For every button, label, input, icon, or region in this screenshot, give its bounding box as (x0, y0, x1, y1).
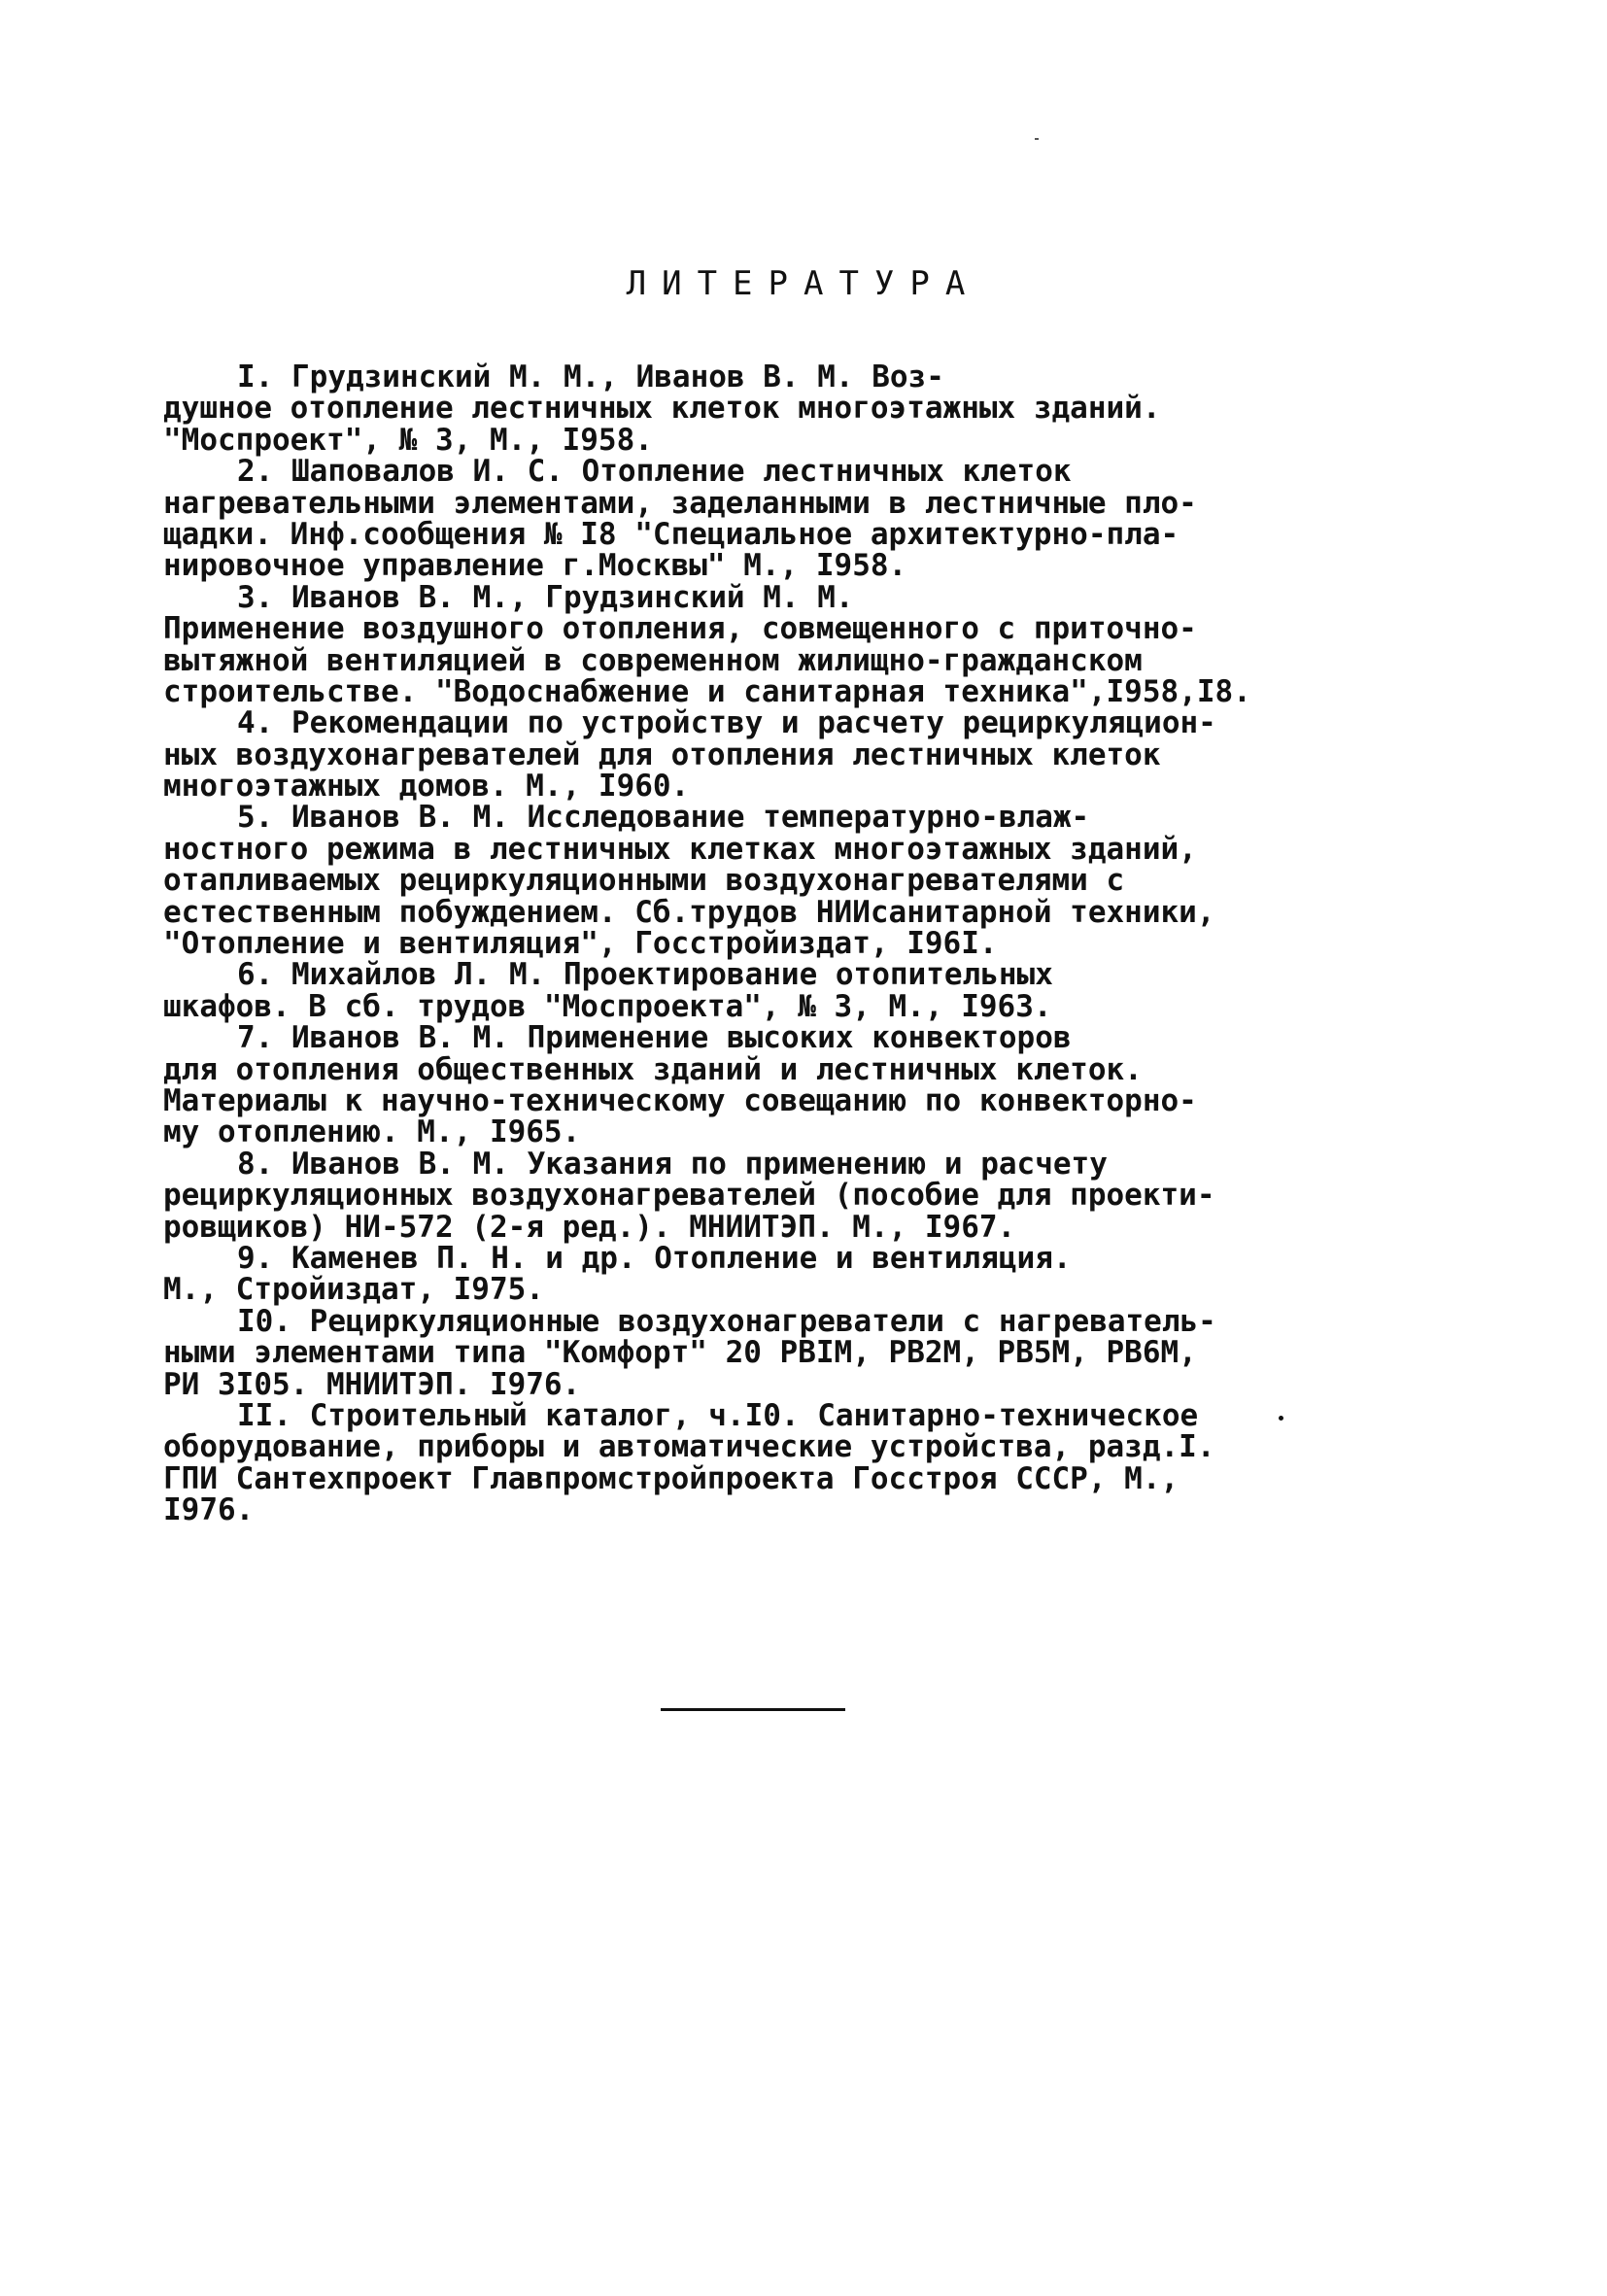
reference-line: ными элементами типа "Комфорт" 20 РВIМ, РВ2М, РВ5М, РВ6М, (163, 1335, 1197, 1371)
scan-speck (1035, 138, 1039, 140)
reference-line: для отопления общественных зданий и лестничных клеток. (163, 1051, 1143, 1087)
reference-line: душное отопление лестничных клеток многоэтажных зданий. (163, 391, 1161, 427)
reference-item (163, 579, 1387, 709)
reference-line: 3. Иванов В. М., Грудзинский М. М. (237, 579, 854, 615)
reference-item (163, 1303, 1387, 1402)
reference-item (163, 800, 1387, 962)
reference-line: 4. Рекомендации по устройству и расчету рециркуляцион- (237, 705, 1216, 741)
reference-line: 8. Иванов В. М. Указания по применению и расчету (237, 1146, 1108, 1182)
reference-item (163, 1240, 1387, 1308)
reference-item (163, 959, 1387, 1022)
reference-line: шкафов. В сб. трудов "Моспроекта", № 3, М., I963. (163, 988, 1052, 1024)
reference-line: ных воздухонагревателей для отопления лестничных клеток (163, 737, 1161, 772)
reference-line: ГПИ Сантехпроект Главпромстройпроекта Госстроя СССР, М., (163, 1460, 1180, 1496)
reference-item (163, 1148, 1387, 1243)
reference-line: 6. Михайлов Л. М. Проектирование отопительных (237, 957, 1053, 993)
reference-line: 2. Шаповалов И. С. Отопление лестничных клеток (237, 454, 1072, 490)
reference-line: 9. Каменев П. Н. и др. Отопление и вентиляция. (237, 1240, 1072, 1276)
reference-line: 7. Иванов В. М. Применение высоких конвекторов (237, 1020, 1072, 1056)
stray-dot (1279, 1416, 1283, 1421)
reference-line: Применение воздушного отопления, совмещенного с приточно- (163, 611, 1197, 647)
reference-line: отапливаемых рециркуляционными воздухонагревателями с (163, 863, 1125, 899)
reference-line: вытяжной вентиляцией в современном жилищно-гражданском (163, 642, 1143, 678)
reference-line: РИ 3I05. МНИИТЭП. I976. (163, 1366, 581, 1402)
reference-line: естественным побуждением. Сб.трудов НИИсанитарной техники, (163, 894, 1215, 930)
reference-line: му отоплению. М., I965. (163, 1114, 581, 1150)
reference-line: рециркуляционных воздухонагревателей (пособие для проекти- (163, 1178, 1215, 1214)
reference-line: щадки. Инф.сообщения № I8 "Специальное архитектурно-пла- (163, 516, 1180, 552)
end-rule (661, 1708, 845, 1711)
reference-line: I976. (163, 1492, 255, 1528)
reference-line: II. Строительный каталог, ч.I0. Санитарно-техническое (237, 1397, 1199, 1433)
reference-line: I0. Рециркуляционные воздухонагреватели с нагреватель- (237, 1303, 1216, 1339)
reference-line: многоэтажных домов. М., I960. (163, 769, 690, 805)
reference-line: строительстве. "Водоснабжение и санитарная техника",I958,I8. (163, 673, 1251, 709)
reference-line: 5. Иванов В. М. Исследование температурно-влаж- (237, 800, 1090, 836)
page-title: ЛИТЕРАТУРА (626, 264, 981, 303)
reference-line: I. Грудзинский М. М., Иванов В. М. Воз- (237, 360, 944, 394)
reference-line: нагревательными элементами, заделанными в лестничные пло- (163, 485, 1197, 521)
reference-line: ровщиков) НИ-572 (2-я ред.). МНИИТЭП. М., I967. (163, 1209, 1016, 1245)
reference-item (163, 456, 1387, 582)
reference-line: оборудование, приборы и автоматические устройства, разд.I. (163, 1429, 1215, 1465)
reference-line: Материалы к научно-техническому совещанию по конвекторно- (163, 1082, 1197, 1118)
reference-list (163, 360, 1387, 1528)
reference-item (163, 361, 1387, 456)
reference-line: "Моспроект", № 3, М., I958. (163, 422, 653, 458)
reference-item (163, 1397, 1387, 1528)
reference-line: М., Стройиздат, I975. (163, 1272, 544, 1308)
reference-line: "Отопление и вентиляция", Госстройиздат, I96I. (163, 926, 998, 962)
reference-item (163, 705, 1387, 805)
reference-item (163, 1022, 1387, 1148)
reference-line: нировочное управление г.Москвы" М., I958. (163, 548, 907, 584)
reference-line: ностного режима в лестничных клетках многоэтажных зданий, (163, 831, 1197, 867)
